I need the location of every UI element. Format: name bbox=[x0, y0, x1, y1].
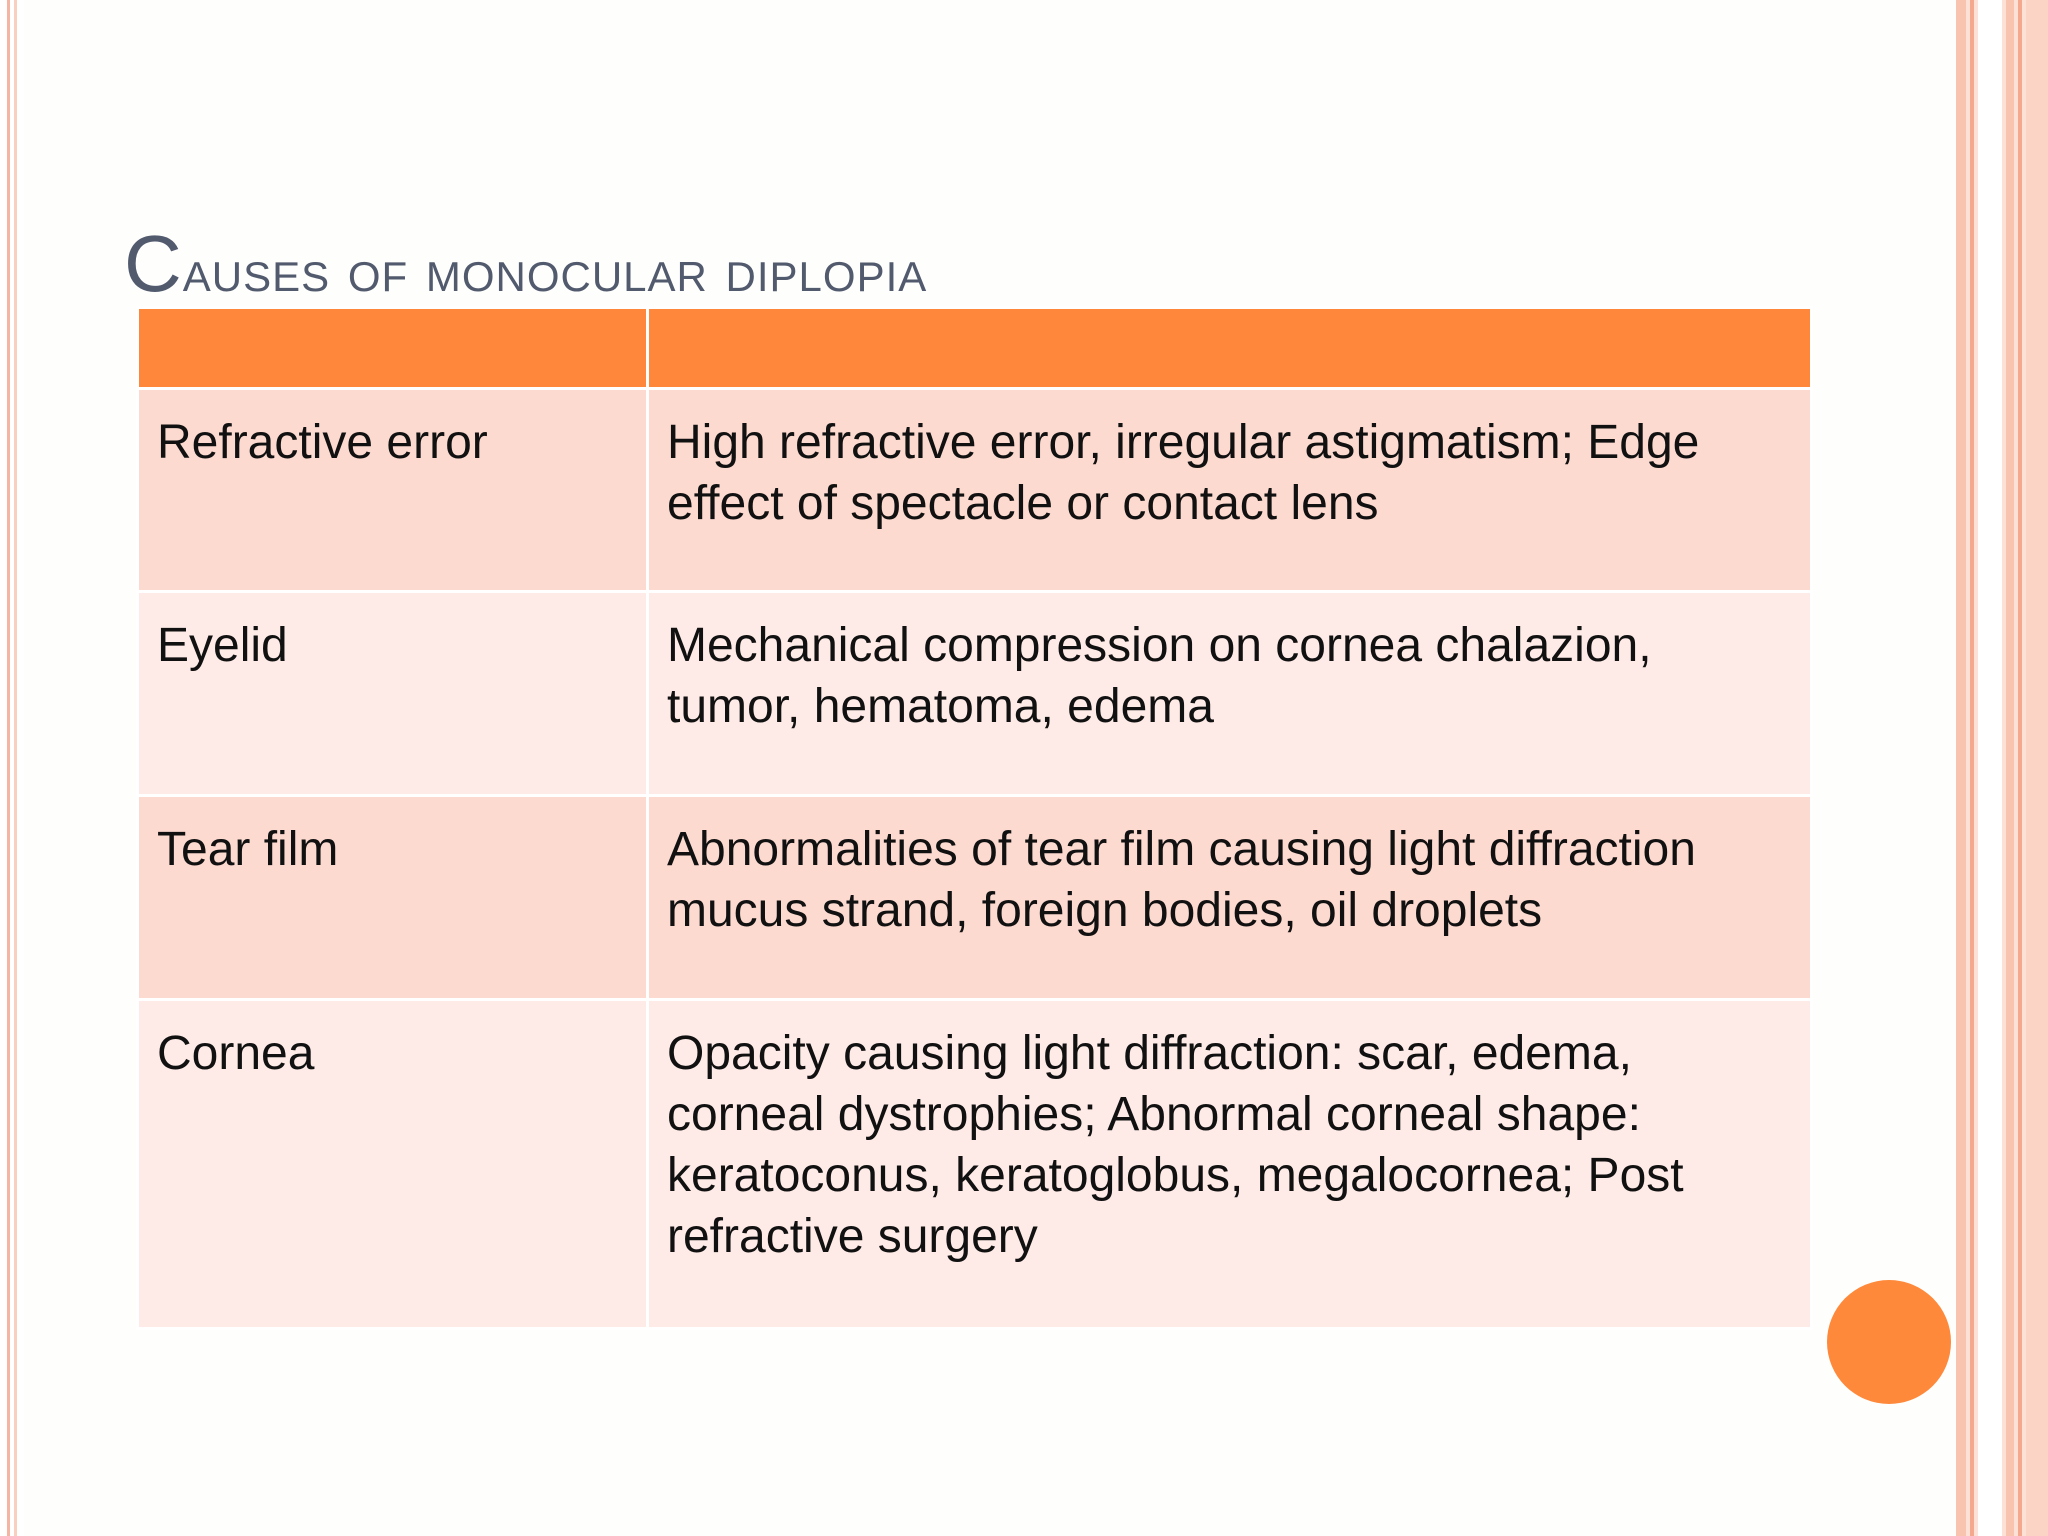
description-text: Mechanical compression on cornea chalazion, tumor, hematoma, edema bbox=[667, 619, 1652, 733]
slide-title bbox=[124, 218, 927, 310]
cause-text: Refractive error bbox=[157, 416, 488, 469]
table-header-description bbox=[648, 308, 1812, 389]
table-row bbox=[138, 796, 1812, 1000]
causes-table bbox=[136, 306, 1813, 1330]
left-border-decoration bbox=[0, 0, 24, 1536]
description-cell bbox=[648, 592, 1812, 796]
left-border-line bbox=[7, 0, 10, 1536]
orange-dot-decoration bbox=[1827, 1280, 1951, 1404]
right-stripe-line bbox=[1956, 0, 1966, 1536]
slide-title-rest: auses of monocular diplopia bbox=[182, 237, 928, 304]
cause-cell bbox=[138, 1000, 648, 1329]
right-stripe-line bbox=[2006, 0, 2014, 1536]
cause-cell bbox=[138, 592, 648, 796]
table-header-cause bbox=[138, 308, 648, 389]
cause-cell bbox=[138, 796, 648, 1000]
right-stripe-line bbox=[1970, 0, 1974, 1536]
table-row bbox=[138, 389, 1812, 592]
slide-title-initial: C bbox=[124, 219, 183, 308]
table-row bbox=[138, 592, 1812, 796]
left-border-line bbox=[14, 0, 17, 1536]
description-cell bbox=[648, 389, 1812, 592]
description-text: Abnormalities of tear film causing light diffraction mucus strand, foreign bodies, oil droplets bbox=[667, 823, 1696, 937]
cause-text: Eyelid bbox=[157, 619, 288, 672]
description-text: High refractive error, irregular astigmatism; Edge effect of spectacle or contact lens bbox=[667, 416, 1700, 530]
cause-cell bbox=[138, 389, 648, 592]
cause-text: Cornea bbox=[157, 1027, 315, 1080]
description-cell bbox=[648, 1000, 1812, 1329]
table-row bbox=[138, 1000, 1812, 1329]
right-stripe-decoration bbox=[1956, 0, 2048, 1536]
right-stripe-band bbox=[2026, 0, 2048, 1536]
table-header-row bbox=[138, 308, 1812, 389]
description-text: Opacity causing light diffraction: scar, edema, corneal dystrophies; Abnormal corneal shape: keratoconus, keratoglobus, megalocornea; Post refractive surgery bbox=[667, 1027, 1684, 1263]
right-stripe-gap bbox=[1978, 0, 2002, 1536]
right-stripe-line bbox=[2018, 0, 2022, 1536]
description-cell bbox=[648, 796, 1812, 1000]
cause-text: Tear film bbox=[157, 823, 339, 876]
